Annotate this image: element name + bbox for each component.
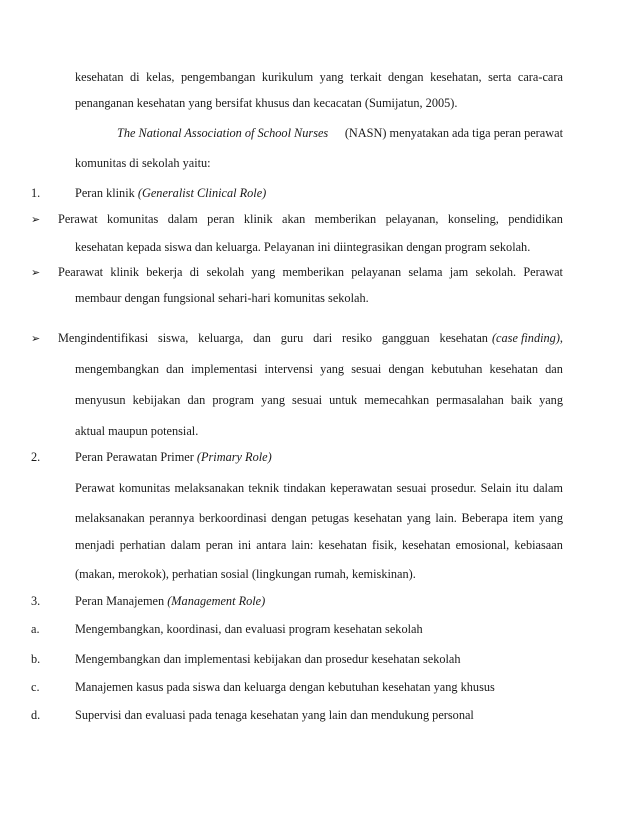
word: klinik <box>110 265 140 279</box>
word: sesuai <box>292 393 323 407</box>
word: kesehatan, <box>430 70 482 84</box>
paragraph-line-4: komunitas di sekolah yaitu: <box>75 156 211 170</box>
paragraph-line-2: penanganan kesehatan yang bersifat khusus dan kecacatan (Sumijatun, 2005). <box>75 96 458 110</box>
section-2-title <box>75 450 272 465</box>
word: mengembangkan <box>75 362 160 376</box>
word: kelas, <box>146 70 175 84</box>
word: pendidikan <box>508 212 563 226</box>
section-1-number: 1. <box>31 186 41 200</box>
word: dan <box>253 331 271 345</box>
item-d-text: Supervisi dan evaluasi pada tenaga kesehatan yang lain dan mendukung personal <box>75 708 474 722</box>
word: memberikan <box>314 212 377 226</box>
word: siswa, <box>157 331 189 345</box>
item-a-text: Mengembangkan, koordinasi, dan evaluasi program kesehatan sekolah <box>75 622 423 636</box>
word: keluarga, <box>198 331 244 345</box>
section-1-title <box>75 186 266 201</box>
word: implementasi <box>191 362 258 376</box>
word: lain: <box>291 538 314 552</box>
word: program <box>212 393 254 407</box>
bullet-3-line-3 <box>75 393 563 408</box>
word: pelayanan, <box>385 212 439 226</box>
word: Perawat <box>523 265 563 279</box>
word: sekolah <box>206 265 245 279</box>
word: emosional, <box>455 538 510 552</box>
word: gangguan <box>381 331 430 345</box>
paragraph-line-1 <box>75 70 563 85</box>
word: yang <box>319 70 344 84</box>
word: dalam <box>170 538 201 552</box>
nasn-line <box>117 126 563 141</box>
word: Selain <box>480 481 512 495</box>
word: teknik <box>248 481 280 495</box>
word: yang <box>320 362 345 376</box>
bullet-3-line-4: aktual maupun potensial. <box>75 424 199 438</box>
section-2-number: 2. <box>31 450 41 464</box>
word: memberikan <box>282 265 344 279</box>
arrow-bullet-icon: ➢ <box>31 266 41 279</box>
section-3-title-text: Peran Manajemen <box>75 594 165 608</box>
item-c-letter: c. <box>31 680 40 694</box>
word: lain. <box>435 511 457 525</box>
item-d-letter: d. <box>31 708 41 722</box>
comma: , <box>559 331 563 345</box>
case-finding-term: (case finding) <box>491 331 560 345</box>
section-2-para-line-2 <box>75 511 563 526</box>
word: melaksanakan <box>174 481 245 495</box>
word: fisik, <box>371 538 397 552</box>
word: dengan <box>388 70 424 84</box>
bullet-3-line-1-text <box>58 331 488 346</box>
word: prosedur. <box>430 481 477 495</box>
word: item <box>512 511 535 525</box>
word: dalam <box>167 212 198 226</box>
nasn-name: The National Association of School Nurses <box>117 126 329 140</box>
word: dengan <box>271 511 307 525</box>
word: tindakan <box>283 481 326 495</box>
word: selama <box>408 265 443 279</box>
word: Perawat <box>75 481 115 495</box>
word: yang <box>261 393 285 407</box>
item-b-text: Mengembangkan dan implementasi kebijakan dan prosedur kesehatan sekolah <box>75 652 461 666</box>
word: pelayanan <box>351 265 402 279</box>
word: kebijakan <box>132 393 181 407</box>
word: pengembangan <box>180 70 256 84</box>
word: jam <box>449 265 469 279</box>
word: dan <box>166 362 184 376</box>
nasn-rest: (NASN) menyatakan ada tiga peran perawat <box>344 126 563 140</box>
word: permasalahan <box>436 393 504 407</box>
word: kesehatan <box>489 362 538 376</box>
bullet-3-line-2 <box>75 362 563 377</box>
word: dalam <box>532 481 563 495</box>
word: peran <box>207 212 235 226</box>
word: itu <box>515 481 529 495</box>
word: dengan <box>388 362 424 376</box>
section-1-title-italic: (Generalist Clinical Role) <box>137 186 267 200</box>
word: komunitas <box>118 481 171 495</box>
section-3-title-italic: (Management Role) <box>167 594 266 608</box>
word: guru <box>280 331 304 345</box>
word: peran <box>205 538 234 552</box>
word: kebutuhan <box>431 362 483 376</box>
section-2-title-text: Peran Perawatan Primer <box>75 450 194 464</box>
word: perannya <box>149 511 195 525</box>
section-1-title-text: Peran klinik <box>75 186 135 200</box>
word: berkoordinasi <box>199 511 267 525</box>
word: Beberapa <box>461 511 508 525</box>
bullet-3-line-1-tail <box>492 331 563 346</box>
word: Mengindentifikasi <box>58 331 149 345</box>
word: resiko <box>341 331 373 345</box>
word: cara-cara <box>517 70 563 84</box>
word: kebiasaan <box>514 538 563 552</box>
arrow-bullet-icon: ➢ <box>31 332 41 345</box>
word: melaksanakan <box>75 511 145 525</box>
section-2-para-line-3 <box>75 538 563 553</box>
word: kesehatan <box>353 511 403 525</box>
word: baik <box>510 393 533 407</box>
section-2-para-line-4: (makan, merokok), perhatian sosial (lingkungan rumah, kemiskinan). <box>75 567 416 581</box>
word: komunitas <box>107 212 159 226</box>
bullet-1-line-1 <box>58 212 563 227</box>
word: kesehatan <box>402 538 451 552</box>
word: dari <box>313 331 333 345</box>
word: perhatian <box>119 538 166 552</box>
word: Perawat <box>58 212 98 226</box>
word: Pearawat <box>58 265 104 279</box>
word: di <box>189 265 200 279</box>
bullet-1-line-2: kesehatan kepada siswa dan keluarga. Pelayanan ini diintegrasikan dengan program sekolah. <box>75 240 531 254</box>
word: sekolah. <box>475 265 517 279</box>
word: kurikulum <box>261 70 314 84</box>
item-a-letter: a. <box>31 622 40 636</box>
word: klinik <box>243 212 273 226</box>
word: terkait <box>350 70 382 84</box>
word: keperawatan <box>330 481 393 495</box>
word: antara <box>256 538 287 552</box>
word: memecahkan <box>364 393 430 407</box>
word: sesuai <box>351 362 382 376</box>
word: dan <box>187 393 206 407</box>
word: yang <box>251 265 276 279</box>
word: konseling, <box>447 212 499 226</box>
word: petugas <box>311 511 350 525</box>
bullet-3-line-1 <box>58 331 563 346</box>
word: menjadi <box>75 538 115 552</box>
section-2-para-line-1 <box>75 481 563 496</box>
arrow-bullet-icon: ➢ <box>31 213 41 226</box>
word: di <box>130 70 140 84</box>
item-b-letter: b. <box>31 652 41 666</box>
word: kesehatan <box>318 538 367 552</box>
word: akan <box>282 212 306 226</box>
bullet-2-line-2: membaur dengan fungsional sehari-hari komunitas sekolah. <box>75 291 369 305</box>
section-3-title <box>75 594 265 609</box>
word: yang <box>539 511 563 525</box>
word: intervensi <box>264 362 314 376</box>
word: yang <box>406 511 431 525</box>
word: kesehatan <box>75 70 124 84</box>
word: kesehatan <box>439 331 488 345</box>
word: yang <box>539 393 563 407</box>
section-2-title-italic: (Primary Role) <box>196 450 272 464</box>
word: bekerja <box>146 265 183 279</box>
word: dan <box>545 362 563 376</box>
item-c-text: Manajemen kasus pada siswa dan keluarga dengan kebutuhan kesehatan yang khusus <box>75 680 495 694</box>
word: untuk <box>329 393 358 407</box>
word: ini <box>238 538 252 552</box>
bullet-2-line-1 <box>58 265 563 280</box>
section-3-number: 3. <box>31 594 41 608</box>
word: serta <box>488 70 512 84</box>
word: menyusun <box>75 393 126 407</box>
word: sesuai <box>396 481 427 495</box>
